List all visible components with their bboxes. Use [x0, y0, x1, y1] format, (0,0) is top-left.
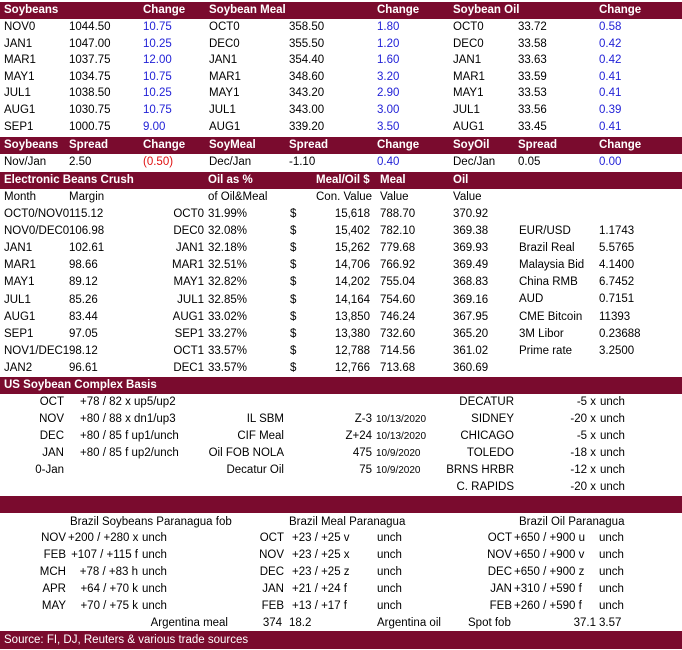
spread-soymeal-change: 0.40 [377, 156, 400, 168]
soyoil-price: 33.63 [518, 54, 547, 67]
crush-con-value: 12,788 [334, 344, 370, 357]
market-value: 1.1743 [599, 225, 635, 237]
soyoil-price: 33.56 [518, 104, 547, 116]
basis-location: CHICAGO [460, 430, 514, 442]
soyoil-change: 0.41 [599, 120, 622, 133]
spot-fob-extra: 3.57 [599, 617, 622, 629]
crush-oil-value: 368.83 [453, 276, 489, 289]
basis-right-change: unch [600, 396, 625, 408]
soybeans-change: 10.75 [143, 70, 172, 83]
crush-dollar-sign: $ [290, 259, 297, 272]
spread-header-3: Spread [518, 139, 557, 151]
basis-quote: +80 / 85 f up2/unch [80, 447, 179, 459]
basis-right-value: -5 x [576, 430, 596, 442]
brazil-soy-change: unch [142, 566, 167, 578]
soyoil-price: 33.58 [518, 37, 547, 50]
brazil-meal-month: JAN [262, 583, 284, 595]
spread-soymeal-value: -1.10 [289, 156, 316, 168]
brazil-soy-month: APR [42, 583, 66, 595]
brazil-oil-quote: +650 / +900 u [514, 532, 585, 544]
market-value: 3.2500 [599, 344, 635, 357]
crush-meal-value: 788.70 [380, 208, 416, 220]
crush-meal-value: 746.24 [380, 310, 416, 323]
crush-con-value: 13,850 [334, 310, 370, 323]
market-value: 6.7452 [599, 276, 635, 289]
brazil-soy-month: NOV [41, 532, 66, 544]
brazil-oil-change: unch [599, 583, 624, 595]
basis-mid-value: 75 [359, 464, 372, 476]
crush-meal-value: 714.56 [380, 344, 416, 357]
basis-right-change: unch [600, 447, 625, 459]
soyoil-price: 33.53 [518, 87, 547, 100]
spread-soybeans-label: Nov/Jan [4, 156, 47, 168]
market-value: 5.5765 [599, 242, 635, 255]
soybeans-price: 1047.00 [69, 37, 111, 50]
header-band-futures [0, 2, 682, 19]
crush-margin: 96.61 [69, 361, 98, 374]
crush-contract-month: MAY1 [173, 276, 204, 289]
crush-contract-month: JUL1 [177, 293, 204, 306]
crush-margin: 97.05 [69, 327, 98, 340]
argentina-oil-label: Argentina oil [377, 617, 441, 629]
soymeal-change: 1.20 [377, 37, 400, 50]
brazil-oil-change: unch [599, 600, 624, 612]
market-label: CME Bitcoin [519, 310, 583, 323]
soyoil-change-header: Change [599, 4, 642, 16]
footer-source: Source: FI, DJ, Reuters & various trade sources [4, 634, 249, 646]
crush-meal-value: 713.68 [380, 361, 416, 374]
crush-margin-subheader: Margin [69, 191, 105, 203]
crush-con-value: 15,618 [334, 208, 370, 220]
brazil-meal-quote: +21 / +24 f [292, 583, 347, 595]
brazil-oil-month: JAN [490, 583, 512, 595]
crush-month: JAN1 [4, 242, 33, 255]
crush-margin: 106.98 [69, 225, 105, 238]
argentina-meal-extra: 18.2 [289, 617, 312, 629]
crush-margin: 98.66 [69, 259, 98, 272]
brazil-meal-title: Brazil Meal Paranagua [289, 516, 406, 528]
basis-mid-value: Z-3 [354, 413, 372, 425]
basis-location: SIDNEY [471, 413, 514, 425]
crush-con-value: 14,202 [334, 276, 370, 289]
crush-con-value-subheader: Con. Value [316, 191, 373, 203]
soymeal-month: JUL1 [209, 104, 236, 116]
soybeans-price: 1030.75 [69, 104, 111, 116]
crush-contract-month: SEP1 [174, 327, 204, 340]
brazil-meal-quote: +23 / +25 x [292, 549, 350, 561]
brazil-meal-month: OCT [259, 532, 284, 544]
basis-right-change: unch [600, 430, 625, 442]
soyoil-change: 0.39 [599, 104, 622, 116]
spread-header-2: Spread [289, 139, 328, 151]
soybeans-change: 10.75 [143, 21, 172, 33]
soyoil-change: 0.42 [599, 54, 622, 67]
crush-con-value: 13,380 [334, 327, 370, 340]
argentina-meal-value: 374 [262, 617, 282, 629]
spread-soybeans-header: Soybeans [4, 139, 59, 151]
basis-quote: +80 / 88 x dn1/up3 [80, 413, 176, 425]
soybeans-price: 1000.75 [69, 120, 111, 133]
crush-oil-pct: 32.85% [208, 293, 248, 306]
crush-oil-pct: 33.57% [208, 361, 248, 374]
brazil-meal-month: DEC [259, 566, 284, 578]
soybeans-month: AUG1 [4, 104, 36, 116]
basis-month: OCT [39, 396, 64, 408]
soyoil-month: MAR1 [453, 70, 485, 83]
crush-oil-pct: 32.82% [208, 276, 248, 289]
crush-dollar-sign: $ [290, 225, 297, 238]
soymeal-month: MAY1 [209, 87, 240, 100]
soybeans-month: JAN1 [4, 37, 33, 50]
crush-oil-pct: 32.51% [208, 259, 248, 272]
brazil-meal-change: unch [377, 600, 402, 612]
crush-oil-value: 369.16 [453, 293, 489, 306]
crush-contract-month: DEC1 [173, 361, 204, 374]
crush-contract-month: AUG1 [172, 310, 204, 323]
soybeans-price: 1034.75 [69, 70, 111, 83]
crush-con-value: 12,766 [334, 361, 370, 374]
brazil-meal-change: unch [377, 549, 402, 561]
basis-right-value: -12 x [570, 464, 596, 476]
crush-oil-value-subheader: Value [453, 191, 482, 203]
crush-dollar-sign: $ [290, 293, 297, 306]
crush-margin: 115.12 [69, 208, 104, 220]
soymeal-change: 1.80 [377, 21, 400, 33]
crush-oil-value: 369.38 [453, 225, 489, 238]
spread-soyoil-value: 0.05 [518, 156, 541, 168]
brazil-oil-change: unch [599, 532, 624, 544]
crush-oil-value: 360.69 [453, 361, 489, 374]
basis-location: DECATUR [459, 396, 514, 408]
soymeal-month: JAN1 [209, 54, 238, 67]
crush-margin: 98.12 [69, 344, 98, 357]
separator-band [0, 496, 682, 513]
brazil-oil-quote: +650 / +900 v [514, 549, 585, 561]
crush-dollar-sign: $ [290, 344, 297, 357]
soyoil-month: AUG1 [453, 120, 485, 133]
crush-con-value: 14,706 [334, 259, 370, 272]
change-header-1: Change [143, 139, 186, 151]
brazil-oil-month: FEB [489, 600, 512, 612]
basis-right-value: -18 x [570, 447, 596, 459]
crush-meal-value: 732.60 [380, 327, 416, 340]
soybeans-change-header: Change [143, 4, 186, 16]
brazil-meal-quote: +23 / +25 v [292, 532, 350, 544]
change-header-2: Change [377, 139, 420, 151]
soymeal-change-header: Change [377, 4, 420, 16]
crush-oil-pct: 31.99% [208, 208, 248, 220]
brazil-oil-title: Brazil Oil Paranagua [519, 516, 625, 528]
brazil-meal-quote: +23 / +25 z [292, 566, 350, 578]
crush-oil-pct-header: Oil as % [208, 174, 253, 186]
crush-oil-value: 365.20 [453, 327, 489, 340]
brazil-oil-change: unch [599, 549, 624, 561]
soymeal-price: 358.50 [289, 21, 325, 33]
crush-contract-month: OCT1 [173, 344, 204, 357]
crush-meal-oil-header: Meal/Oil $ [316, 174, 370, 186]
brazil-oil-quote: +260 / +590 f [514, 600, 582, 612]
soybeans-month: MAY1 [4, 70, 35, 83]
soymeal-month: DEC0 [209, 37, 240, 50]
crush-month: OCT0/NOV0 [4, 208, 70, 220]
soyoil-price: 33.45 [518, 120, 547, 133]
soybeans-change: 12.00 [143, 54, 172, 67]
brazil-soy-quote: +64 / +70 k [80, 583, 138, 595]
crush-oil-pct: 33.27% [208, 327, 248, 340]
brazil-meal-quote: +13 / +17 f [292, 600, 347, 612]
crush-margin: 102.61 [69, 242, 105, 255]
brazil-soy-change: unch [142, 600, 167, 612]
soybeans-month: SEP1 [4, 120, 34, 133]
crush-dollar-sign: $ [290, 361, 297, 374]
brazil-meal-change: unch [377, 583, 402, 595]
brazil-soy-change: unch [142, 532, 167, 544]
brazil-oil-quote: +650 / +900 z [514, 566, 585, 578]
soymeal-change: 3.50 [377, 120, 400, 133]
market-label: China RMB [519, 276, 578, 289]
soyoil-price: 33.59 [518, 70, 547, 83]
brazil-soy-quote: +107 / +115 f [71, 549, 138, 561]
market-value: 0.23688 [599, 327, 641, 340]
crush-contract-month: DEC0 [173, 225, 204, 238]
crush-dollar-sign: $ [290, 242, 297, 255]
basis-mid-date: 10/13/2020 [376, 431, 427, 442]
soymeal-change: 1.60 [377, 54, 400, 67]
soybeans-month: NOV0 [4, 21, 36, 33]
soybeans-change: 10.75 [143, 104, 172, 116]
market-value: 11393 [599, 310, 631, 323]
basis-mid-label: Decatur Oil [226, 464, 284, 476]
crush-oil-value: 369.93 [453, 242, 489, 255]
brazil-soy-quote: +200 / +280 x [68, 532, 139, 544]
soymeal-change: 3.00 [377, 104, 400, 116]
basis-right-value: -5 x [576, 396, 596, 408]
brazil-oil-change: unch [599, 566, 624, 578]
soyoil-change: 0.41 [599, 87, 622, 100]
crush-month: AUG1 [4, 310, 36, 323]
market-label: 3M Libor [519, 327, 564, 340]
spread-soybeans-value: 2.50 [69, 156, 92, 168]
soybeans-month: JUL1 [4, 87, 31, 100]
soybeans-price: 1044.50 [69, 21, 111, 33]
change-header-3: Change [599, 139, 642, 151]
brazil-meal-change: unch [377, 532, 402, 544]
crush-dollar-sign: $ [290, 310, 297, 323]
crush-meal-value-subheader: Value [380, 191, 409, 203]
market-label: AUD [519, 293, 544, 306]
brazil-soy-change: unch [142, 549, 167, 561]
crush-contract-month: JAN1 [175, 242, 204, 255]
basis-location: BRNS HRBR [446, 464, 514, 476]
soymeal-month: OCT0 [209, 21, 240, 33]
crush-meal-value: 782.10 [380, 225, 416, 238]
basis-month: NOV [39, 413, 64, 425]
crush-meal-value: 766.92 [380, 259, 416, 272]
spot-fob-value: 37.1 [573, 617, 596, 629]
crush-month: SEP1 [4, 327, 34, 340]
crush-meal-header: Meal [380, 174, 406, 186]
soyoil-month: MAY1 [453, 87, 484, 100]
crush-month: MAY1 [4, 276, 35, 289]
basis-mid-date: 10/9/2020 [376, 448, 421, 459]
brazil-soy-title: Brazil Soybeans Paranagua fob [70, 516, 232, 528]
soybeans-price: 1037.75 [69, 54, 111, 67]
basis-location: TOLEDO [466, 447, 514, 459]
spread-soymeal-header: SoyMeal [209, 139, 256, 151]
crush-month: JUL1 [4, 293, 31, 306]
brazil-soy-month: MAY [41, 600, 66, 612]
soymeal-price: 348.60 [289, 70, 325, 83]
soyoil-title: Soybean Oil [453, 4, 520, 16]
brazil-meal-change: unch [377, 566, 402, 578]
soyoil-price: 33.72 [518, 21, 547, 33]
crush-month: NOV1/DEC1 [4, 344, 70, 357]
soymeal-price: 355.50 [289, 37, 325, 50]
soybeans-month: MAR1 [4, 54, 36, 67]
brazil-oil-month: OCT [487, 532, 512, 544]
crush-month: JAN2 [4, 361, 33, 374]
spread-soymeal-label: Dec/Jan [209, 156, 252, 168]
soybeans-change: 9.00 [143, 120, 166, 133]
spot-fob-label: Spot fob [468, 617, 511, 629]
basis-right-change: unch [600, 413, 625, 425]
crush-oil-value: 369.49 [453, 259, 489, 272]
soybeans-change: 10.25 [143, 37, 172, 50]
soyoil-change: 0.41 [599, 70, 622, 83]
brazil-oil-quote: +310 / +590 f [514, 583, 582, 595]
basis-month: DEC [39, 430, 64, 442]
basis-month: 0-Jan [35, 464, 64, 476]
crush-oil-value: 370.92 [453, 208, 489, 220]
basis-mid-label: CIF Meal [237, 430, 284, 442]
crush-con-value: 15,262 [334, 242, 370, 255]
brazil-soy-month: MCH [39, 566, 66, 578]
soymeal-change: 3.20 [377, 70, 400, 83]
soymeal-price: 354.40 [289, 54, 325, 67]
market-label: EUR/USD [519, 225, 571, 237]
crush-contract-month: OCT0 [173, 208, 204, 220]
basis-mid-date: 10/9/2020 [376, 465, 421, 476]
brazil-soy-month: FEB [43, 549, 66, 561]
soybeans-title: Soybeans [4, 4, 59, 16]
soybeans-change: 10.25 [143, 87, 172, 100]
basis-mid-value: Z+24 [345, 430, 372, 442]
crush-oil-pct: 32.18% [208, 242, 248, 255]
soymeal-month: MAR1 [209, 70, 241, 83]
crush-month-subheader: Month [4, 191, 36, 203]
soyoil-change: 0.42 [599, 37, 622, 50]
crush-dollar-sign: $ [290, 276, 297, 289]
crush-meal-value: 754.60 [380, 293, 416, 306]
soybeans-price: 1038.50 [69, 87, 111, 100]
crush-oil-pct: 33.02% [208, 310, 248, 323]
crush-dollar-sign: $ [290, 327, 297, 340]
crush-month: MAR1 [4, 259, 36, 272]
crush-month: NOV0/DEC0 [4, 225, 70, 238]
crush-margin: 83.44 [69, 310, 98, 323]
soyoil-month: JUL1 [453, 104, 480, 116]
basis-mid-date: 10/13/2020 [376, 414, 427, 425]
crush-oil-meal-subheader: of Oil&Meal [208, 191, 268, 203]
soyoil-month: OCT0 [453, 21, 484, 33]
basis-mid-label: Oil FOB NOLA [208, 447, 284, 459]
soyoil-change: 0.58 [599, 21, 622, 33]
market-value: 4.1400 [599, 259, 635, 272]
basis-mid-label: IL SBM [246, 413, 284, 425]
crush-dollar-sign: $ [290, 208, 297, 220]
soymeal-month: AUG1 [209, 120, 241, 133]
brazil-soy-quote: +78 / +83 h [79, 566, 138, 578]
brazil-meal-month: NOV [259, 549, 284, 561]
soyoil-month: JAN1 [453, 54, 482, 67]
crush-oil-pct: 33.57% [208, 344, 248, 357]
brazil-oil-month: DEC [487, 566, 512, 578]
crush-meal-value: 779.68 [380, 242, 416, 255]
soymeal-price: 343.20 [289, 87, 325, 100]
spread-soyoil-label: Dec/Jan [453, 156, 496, 168]
soymeal-price: 343.00 [289, 104, 325, 116]
spread-soybeans-change: (0.50) [143, 156, 174, 168]
basis-location: C. RAPIDS [456, 481, 514, 493]
soyoil-month: DEC0 [453, 37, 484, 50]
brazil-soy-change: unch [142, 583, 167, 595]
market-value: 0.7151 [599, 293, 635, 306]
basis-quote: +78 / 82 x up5/up2 [80, 396, 176, 408]
crush-contract-month: MAR1 [172, 259, 204, 272]
soymeal-title: Soybean Meal [209, 4, 286, 16]
soymeal-price: 339.20 [289, 120, 325, 133]
crush-oil-value: 367.95 [453, 310, 489, 323]
crush-oil-pct: 32.08% [208, 225, 248, 238]
basis-right-value: -20 x [570, 413, 596, 425]
brazil-meal-month: FEB [261, 600, 284, 612]
spread-header-1: Spread [69, 139, 108, 151]
basis-right-value: -20 x [570, 481, 596, 493]
market-label: Malaysia Bid [519, 259, 585, 272]
spread-soyoil-header: SoyOil [453, 139, 490, 151]
crush-con-value: 15,402 [334, 225, 370, 238]
soymeal-change: 2.90 [377, 87, 400, 100]
brazil-oil-month: NOV [487, 549, 512, 561]
market-label: Brazil Real [519, 242, 575, 255]
brazil-soy-quote: +70 / +75 k [80, 600, 138, 612]
basis-quote: +80 / 85 f up1/unch [80, 430, 179, 442]
crush-meal-value: 755.04 [380, 276, 416, 289]
crush-oil-header: Oil [453, 174, 469, 186]
crush-con-value: 14,164 [334, 293, 370, 306]
crush-margin: 85.26 [69, 293, 98, 306]
basis-month: JAN [42, 447, 64, 459]
crush-margin: 89.12 [69, 276, 98, 289]
argentina-meal-label: Argentina meal [150, 617, 228, 629]
crush-title: Electronic Beans Crush [4, 174, 134, 186]
basis-right-change: unch [600, 464, 625, 476]
basis-mid-value: 475 [352, 447, 372, 459]
basis-title: US Soybean Complex Basis [4, 379, 157, 391]
market-label: Prime rate [519, 344, 573, 357]
basis-right-change: unch [600, 481, 625, 493]
spread-soyoil-change: 0.00 [599, 156, 622, 168]
crush-oil-value: 361.02 [453, 344, 489, 357]
